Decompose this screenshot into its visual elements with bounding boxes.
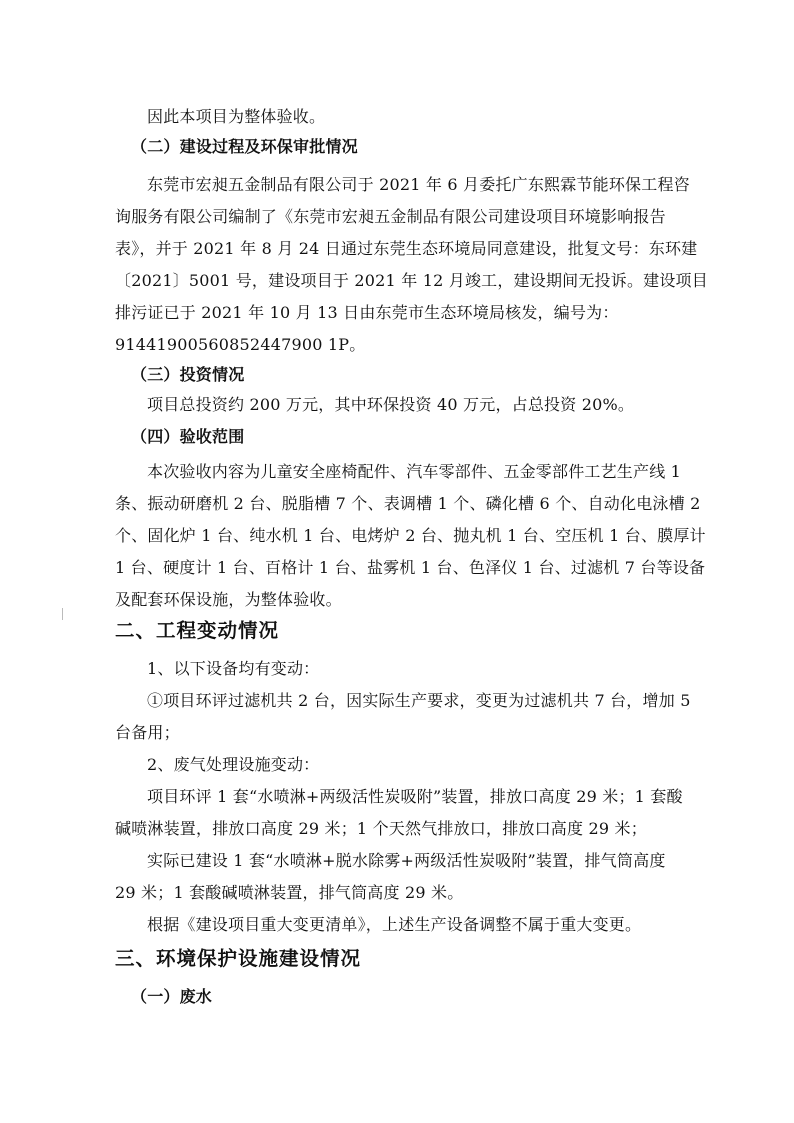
chapter-heading: 二、工程变动情况 bbox=[115, 619, 280, 642]
paragraph-line: 及配套环保设施，为整体验收。 bbox=[115, 590, 342, 609]
scan-mark bbox=[62, 608, 63, 620]
paragraph-line: 项目总投资约 200 万元，其中环保投资 40 万元，占总投资 20%。 bbox=[147, 395, 635, 414]
paragraph-line: 表》，并于 2021 年 8 月 24 日通过东莞生态环境局同意建设，批复文号：东环建 bbox=[115, 239, 698, 258]
permit-number: 91441900560852447900 1P。 bbox=[115, 335, 366, 354]
paragraph-line: 〔2021〕5001 号，建设项目于 2021 年 12 月竣工，建设期间无投诉。建设项目 bbox=[115, 271, 708, 290]
paragraph-line: 东莞市宏昶五金制品有限公司于 2021 年 6 月委托广东熙霖节能环保工程咨 bbox=[147, 175, 690, 194]
section-heading: （四）验收范围 bbox=[131, 427, 245, 446]
section-heading: （三）投资情况 bbox=[131, 365, 245, 384]
paragraph-line: 条、振动研磨机 2 台、脱脂槽 7 个、表调槽 1 个、磷化槽 6 个、自动化电泳槽 2 bbox=[115, 494, 701, 513]
paragraph-line: 项目环评 1 套“水喷淋+两级活性炭吸附”装置，排放口高度 29 米；1 套酸 bbox=[147, 787, 683, 806]
paragraph-line: 1、以下设备均有变动： bbox=[147, 659, 320, 678]
section-heading: （一）废水 bbox=[131, 987, 213, 1006]
paragraph-line: 本次验收内容为儿童安全座椅配件、汽车零部件、五金零部件工艺生产线 1 bbox=[147, 462, 682, 481]
paragraph-line: 因此本项目为整体验收。 bbox=[147, 107, 326, 126]
paragraph-line: 台备用； bbox=[115, 723, 180, 742]
paragraph-line: ①项目环评过滤机共 2 台，因实际生产要求，变更为过滤机共 7 台，增加 5 bbox=[147, 691, 691, 710]
paragraph-line: 2、废气处理设施变动： bbox=[147, 755, 320, 774]
paragraph-line: 实际已建设 1 套“水喷淋+脱水除雾+两级活性炭吸附”装置，排气筒高度 bbox=[147, 851, 666, 870]
paragraph-line: 个、固化炉 1 台、纯水机 1 台、电烤炉 2 台、抛丸机 1 台、空压机 1 台、膜厚计 bbox=[115, 526, 706, 545]
paragraph-line: 29 米；1 套酸碱喷淋装置，排气筒高度 29 米。 bbox=[115, 883, 464, 902]
section-heading: （二）建设过程及环保审批情况 bbox=[131, 137, 358, 156]
paragraph-line: 询服务有限公司编制了《东莞市宏昶五金制品有限公司建设项目环境影响报告 bbox=[115, 207, 666, 226]
paragraph-line: 根据《建设项目重大变更清单》，上述生产设备调整不属于重大变更。 bbox=[147, 915, 642, 934]
paragraph-line: 1 台、硬度计 1 台、百格计 1 台、盐雾机 1 台、色泽仪 1 台、过滤机 7 台等设备 bbox=[115, 558, 706, 577]
paragraph-line: 碱喷淋装置，排放口高度 29 米；1 个天然气排放口，排放口高度 29 米； bbox=[115, 819, 647, 838]
paragraph-line: 排污证已于 2021 年 10 月 13 日由东莞市生态环境局核发，编号为： bbox=[115, 303, 619, 322]
chapter-heading: 三、环境保护设施建设情况 bbox=[115, 947, 362, 970]
